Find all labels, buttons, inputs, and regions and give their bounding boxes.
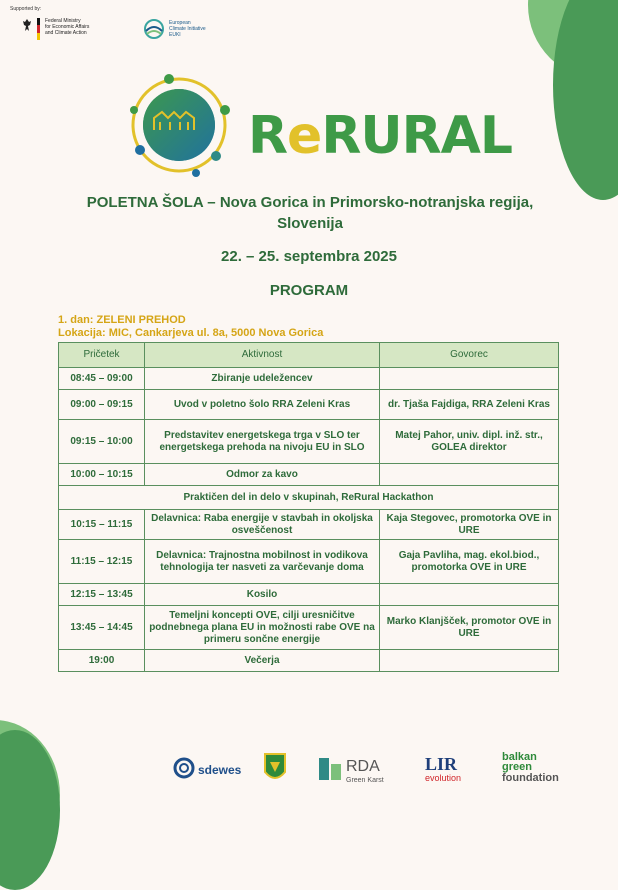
table-header-row <box>59 343 559 368</box>
cell-activity: Predstavitev energetskega trga v SLO ter energetskega prehoda na nivoju EU in SLO <box>145 420 380 464</box>
table-row-section <box>59 486 559 510</box>
header-start: Pričetek <box>59 343 145 368</box>
cell-activity: Delavnica: Raba energije v stavbah in okoljska osveščenost <box>145 510 380 540</box>
cell-start: 09:00 – 09:15 <box>59 390 145 420</box>
header-activity: Aktivnost <box>145 343 380 368</box>
svg-text:balkan: balkan <box>502 751 537 763</box>
coat-of-arms-icon <box>265 754 285 778</box>
svg-text:sdewes: sdewes <box>198 763 242 777</box>
program-heading: PROGRAM <box>269 282 349 299</box>
balkan-green-foundation-logo <box>502 751 559 784</box>
bmwk-text: Federal Ministry for Economic Affairs and Climate Action <box>45 18 90 36</box>
cell-speaker <box>380 368 559 390</box>
rda-green-karst-logo <box>319 758 384 784</box>
svg-text:RDA: RDA <box>346 758 380 775</box>
day-label: 1. dan: ZELENI PREHOD <box>58 314 186 326</box>
cell-start: 19:00 <box>59 650 145 672</box>
header-speaker: Govorec <box>380 343 559 368</box>
cell-speaker: Gaja Pavliha, mag. ekol.biod., promotorka OVE in URE <box>380 540 559 584</box>
rerural-wordmark: ReRURAL <box>248 106 513 166</box>
cell-start: 09:15 – 10:00 <box>59 420 145 464</box>
cell-speaker <box>380 584 559 606</box>
cell-activity: Zbiranje udeležencev <box>145 368 380 390</box>
cell-start: 13:45 – 14:45 <box>59 606 145 650</box>
cell-activity: Odmor za kavo <box>145 464 380 486</box>
german-flag-icon <box>37 18 40 40</box>
table-row <box>59 420 559 464</box>
cell-speaker <box>380 464 559 486</box>
svg-text:LIR: LIR <box>425 754 458 774</box>
day-info <box>58 314 323 340</box>
table-row <box>59 510 559 540</box>
euki-logo: European Climate Initiative EUKI <box>143 18 206 40</box>
table-row <box>59 464 559 486</box>
cell-activity: Večerja <box>145 650 380 672</box>
svg-text:Green Karst: Green Karst <box>346 777 384 784</box>
cell-start: 10:00 – 10:15 <box>59 464 145 486</box>
cell-speaker: dr. Tjaša Fajdiga, RRA Zeleni Kras <box>380 390 559 420</box>
cell-speaker: Matej Pahor, univ. dipl. inž. str., GOLEA direktor <box>380 420 559 464</box>
cell-start: 08:45 – 09:00 <box>59 368 145 390</box>
euki-globe-icon <box>143 18 165 40</box>
eagle-icon <box>22 18 32 32</box>
cell-speaker: Kaja Stegovec, promotorka OVE in URE <box>380 510 559 540</box>
lir-evolution-logo <box>425 754 461 783</box>
decor-circle-top-right-dark <box>553 0 618 200</box>
cell-activity: Delavnica: Trajnostna mobilnost in vodikova tehnologija ter nasveti za varčevanje doma <box>145 540 380 584</box>
schedule-table <box>58 342 559 672</box>
cell-speaker <box>380 650 559 672</box>
supported-by-label: Supported by: <box>10 6 42 12</box>
event-dates: 22. – 25. septembra 2025 <box>221 248 397 265</box>
table-row <box>59 650 559 672</box>
cell-section: Praktičen del in delo v skupinah, ReRural Hackathon <box>59 486 559 510</box>
bmwk-logo <box>22 18 105 40</box>
svg-text:foundation: foundation <box>502 772 559 784</box>
day-location: Lokacija: MIC, Cankarjeva ul. 8a, 5000 Nova Gorica <box>58 327 324 339</box>
table-row <box>59 606 559 650</box>
table-row <box>59 540 559 584</box>
cell-speaker: Marko Klanjšček, promotor OVE in URE <box>380 606 559 650</box>
cell-start: 11:15 – 12:15 <box>59 540 145 584</box>
svg-text:evolution: evolution <box>425 773 462 783</box>
page-title: POLETNA ŠOLA – Nova Gorica in Primorsko-notranjska regija, Slovenija <box>86 194 534 232</box>
partner-logos <box>170 748 590 788</box>
cell-activity: Temeljni koncepti OVE, cilji uresničitve podnebnega plana EU in možnosti rabe OVE na primeru sončne energije <box>145 606 380 650</box>
table-row <box>59 368 559 390</box>
cell-start: 10:15 – 11:15 <box>59 510 145 540</box>
cell-activity: Uvod v poletno šolo RRA Zeleni Kras <box>145 390 380 420</box>
cell-activity: Kosilo <box>145 584 380 606</box>
table-row <box>59 390 559 420</box>
table-row <box>59 584 559 606</box>
svg-text:green: green <box>502 761 532 773</box>
cell-start: 12:15 – 13:45 <box>59 584 145 606</box>
decor-circle-bottom-left-dark <box>0 730 60 890</box>
sdewes-logo <box>175 759 242 777</box>
